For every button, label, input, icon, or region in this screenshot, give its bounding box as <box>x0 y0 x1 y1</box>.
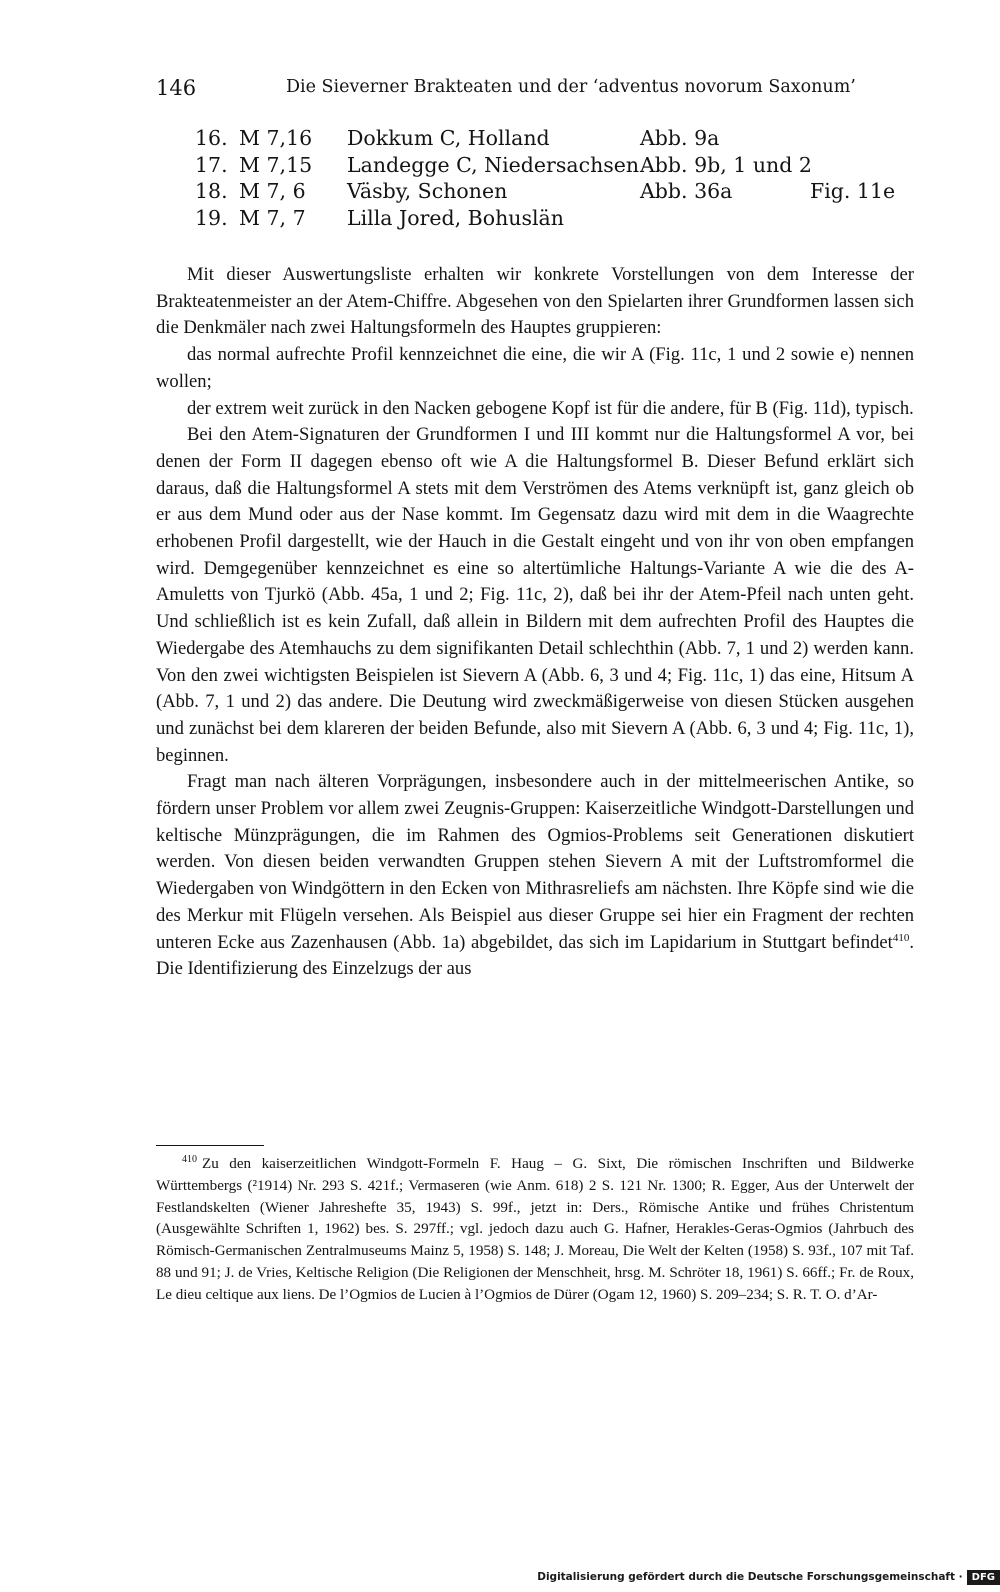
catalog-abb: Abb. 9a <box>640 126 720 150</box>
paragraph-text-tail: . Die Identifizierung des Einzelzugs der aus <box>156 931 914 980</box>
catalog-abb: Abb. 9b, 1 und 2 <box>640 152 812 177</box>
catalog-place: Väsby, Schonen <box>347 179 508 203</box>
footnote-number: 410 <box>182 1153 197 1165</box>
footnote-divider <box>156 1145 264 1146</box>
footnote <box>156 1154 914 1307</box>
catalog-place: Landegge C, Niedersachsen <box>347 152 640 177</box>
body-text <box>156 262 914 983</box>
dfg-logo-icon: DFG <box>967 1570 1000 1585</box>
credit-text: Digitalisierung gefördert durch die Deutsche Forschungsgemeinschaft · <box>537 1571 963 1583</box>
paragraph: das normal aufrechte Profil kennzeichnet die eine, die wir A (Fig. 11c, 1 und 2 sowie e) nennen wollen; <box>156 344 914 392</box>
paragraph: der extrem weit zurück in den Nacken gebogene Kopf ist für die andere, für B (Fig. 11d), typisch. <box>187 397 914 419</box>
catalog-number: 18. <box>195 179 228 203</box>
digitization-credit <box>537 1566 1000 1588</box>
catalog-number: 19. <box>195 205 228 230</box>
footnote-text: Zu den kaiserzeitlichen Windgott-Formeln F. Haug – G. Sixt, Die römischen Inschriften und Bildwerke Württembergs (²1914) Nr. 293 S. 421f.; Vermaseren (wie Anm. 618) 2 S. 121 Nr. 1300; R. Egger, Aus der Unterwelt der Festlandskelten (Wiener Jahreshefte 35, 1943) S. 99f., jetzt in: Ders., Römische Antike und frühes Christentum (Ausgewählte Schriften 1, 1962) bes. S. 297ff.; vgl. jedoch dazu auch G. Hafner, Herakles-Geras-Ogmios (Jahrbuch des Römisch-Germanischen Zentralmuseums Mainz 5, 1958) S. 148; J. Moreau, Die Welt der Kelten (1958) S. 93f., 107 mit Taf. 88 und 91; J. de Vries, Keltische Religion (Die Religionen der Menschheit, hrsg. M. Schröter 18, 1961) S. 66ff.; Fr. de Roux, Le dieu celtique aux liens. De l’Ogmios de Lucien à l’Ogmios de Dürer (Ogam 12, 1960) S. 209–234; S. R. T. O. d’Ar- <box>156 1156 914 1303</box>
running-title: Die Sieverner Brakteaten und der ‘adventus novorum Saxonum’ <box>286 77 856 97</box>
catalog-code: M 7, 6 <box>239 179 306 203</box>
paragraph <box>156 769 914 983</box>
catalog-place: Lilla Jored, Bohuslän <box>347 205 564 230</box>
paragraph: Bei den Atem-Signaturen der Grundformen I und III kommt nur die Haltungsformel A vor, bei denen der Form II dagegen ebenso oft wie A die Haltungsformel B. Dieser Befund erklärt sich daraus, daß die Haltungsformel A stets mit dem Verströmen des Atems verknüpft ist, ganz gleich ob er aus dem Mund oder aus der Nase kommt. Im Gegensatz dazu wird mit dem in die Waagrechte erhobenen Profil dargestellt, wie der Hauch in die Gestalt eingeht und von ihr von oben empfangen wird. Demgegenüber kennzeichnet es eine so altertümliche Haltungs-Variante A wie die des A-Amuletts von Tjurkö (Abb. 45a, 1 und 2; Fig. 11c, 2), daß bei ihr der Atem-Pfeil nach unten geht. Und schließlich ist es kein Zufall, daß allein in Bildern mit dem aufrechten Profil des Hauptes die Wiedergabe des Atemhauchs zu dem signifikanten Detail schlechthin (Abb. 7, 1 und 2) werden kann. Von den zwei wichtigsten Beispielen ist Sievern A (Abb. 6, 3 und 4; Fig. 11c, 1) das eine, Hitsum A (Abb. 7, 1 und 2) das andere. Die Deutung wird zweckmäßigerweise von diesen Stücken ausgehen und zunächst bei dem klareren der beiden Befunde, also mit Sievern A (Abb. 6, 3 und 4; Fig. 11c, 1), beginnen. <box>156 424 914 766</box>
catalog-place: Dokkum C, Holland <box>347 126 550 150</box>
paragraph-text: Fragt man nach älteren Vorprägungen, insbesondere auch in der mittelmeerischen Antike, so fördern unser Problem vor allem zwei Zeugnis-Gruppen: Kaiserzeitliche Windgott-Darstellungen und keltische Münzprägungen, die im Rahmen des Ogmios-Problems seit Generationen diskutiert werden. Von diesen beiden verwandten Gruppen stehen Sievern A mit der Luftstromformel die Wiedergaben von Windgöttern in den Ecken von Mithrasreliefs am nächsten. Ihre Köpfe sind wie die des Merkur mit Flügeln versehen. Als Beispiel aus dieser Gruppe sei hier ein Fragment der rechten unteren Ecke aus Zazenhausen (Abb. 1a) abgebildet, das sich im Lapidarium in Stuttgart befindet <box>156 771 914 953</box>
catalog-row <box>195 179 915 206</box>
page-number: 146 <box>156 76 197 100</box>
footnote-paragraph <box>156 1154 914 1307</box>
catalog-list <box>195 126 915 232</box>
catalog-code: M 7, 7 <box>239 205 306 230</box>
catalog-number: 16. <box>195 126 228 150</box>
footnote-reference[interactable]: 410 <box>892 931 910 944</box>
catalog-row <box>195 126 915 153</box>
catalog-code: M 7,15 <box>239 152 313 177</box>
running-head <box>156 76 892 106</box>
catalog-number: 17. <box>195 152 228 177</box>
paragraph: Mit dieser Auswertungsliste erhalten wir konkrete Vorstellungen von dem Interesse der Brakteatenmeister an der Atem-Chiffre. Abgesehen von den Spielarten ihrer Grundformen lassen sich die Denkmäler nach zwei Haltungsformeln des Hauptes gruppieren: <box>156 264 914 339</box>
catalog-fig: Fig. 11e <box>810 179 896 203</box>
catalog-code: M 7,16 <box>239 126 313 150</box>
catalog-row <box>195 206 915 233</box>
catalog-abb: Abb. 36a <box>640 179 733 203</box>
catalog-row <box>195 153 915 180</box>
